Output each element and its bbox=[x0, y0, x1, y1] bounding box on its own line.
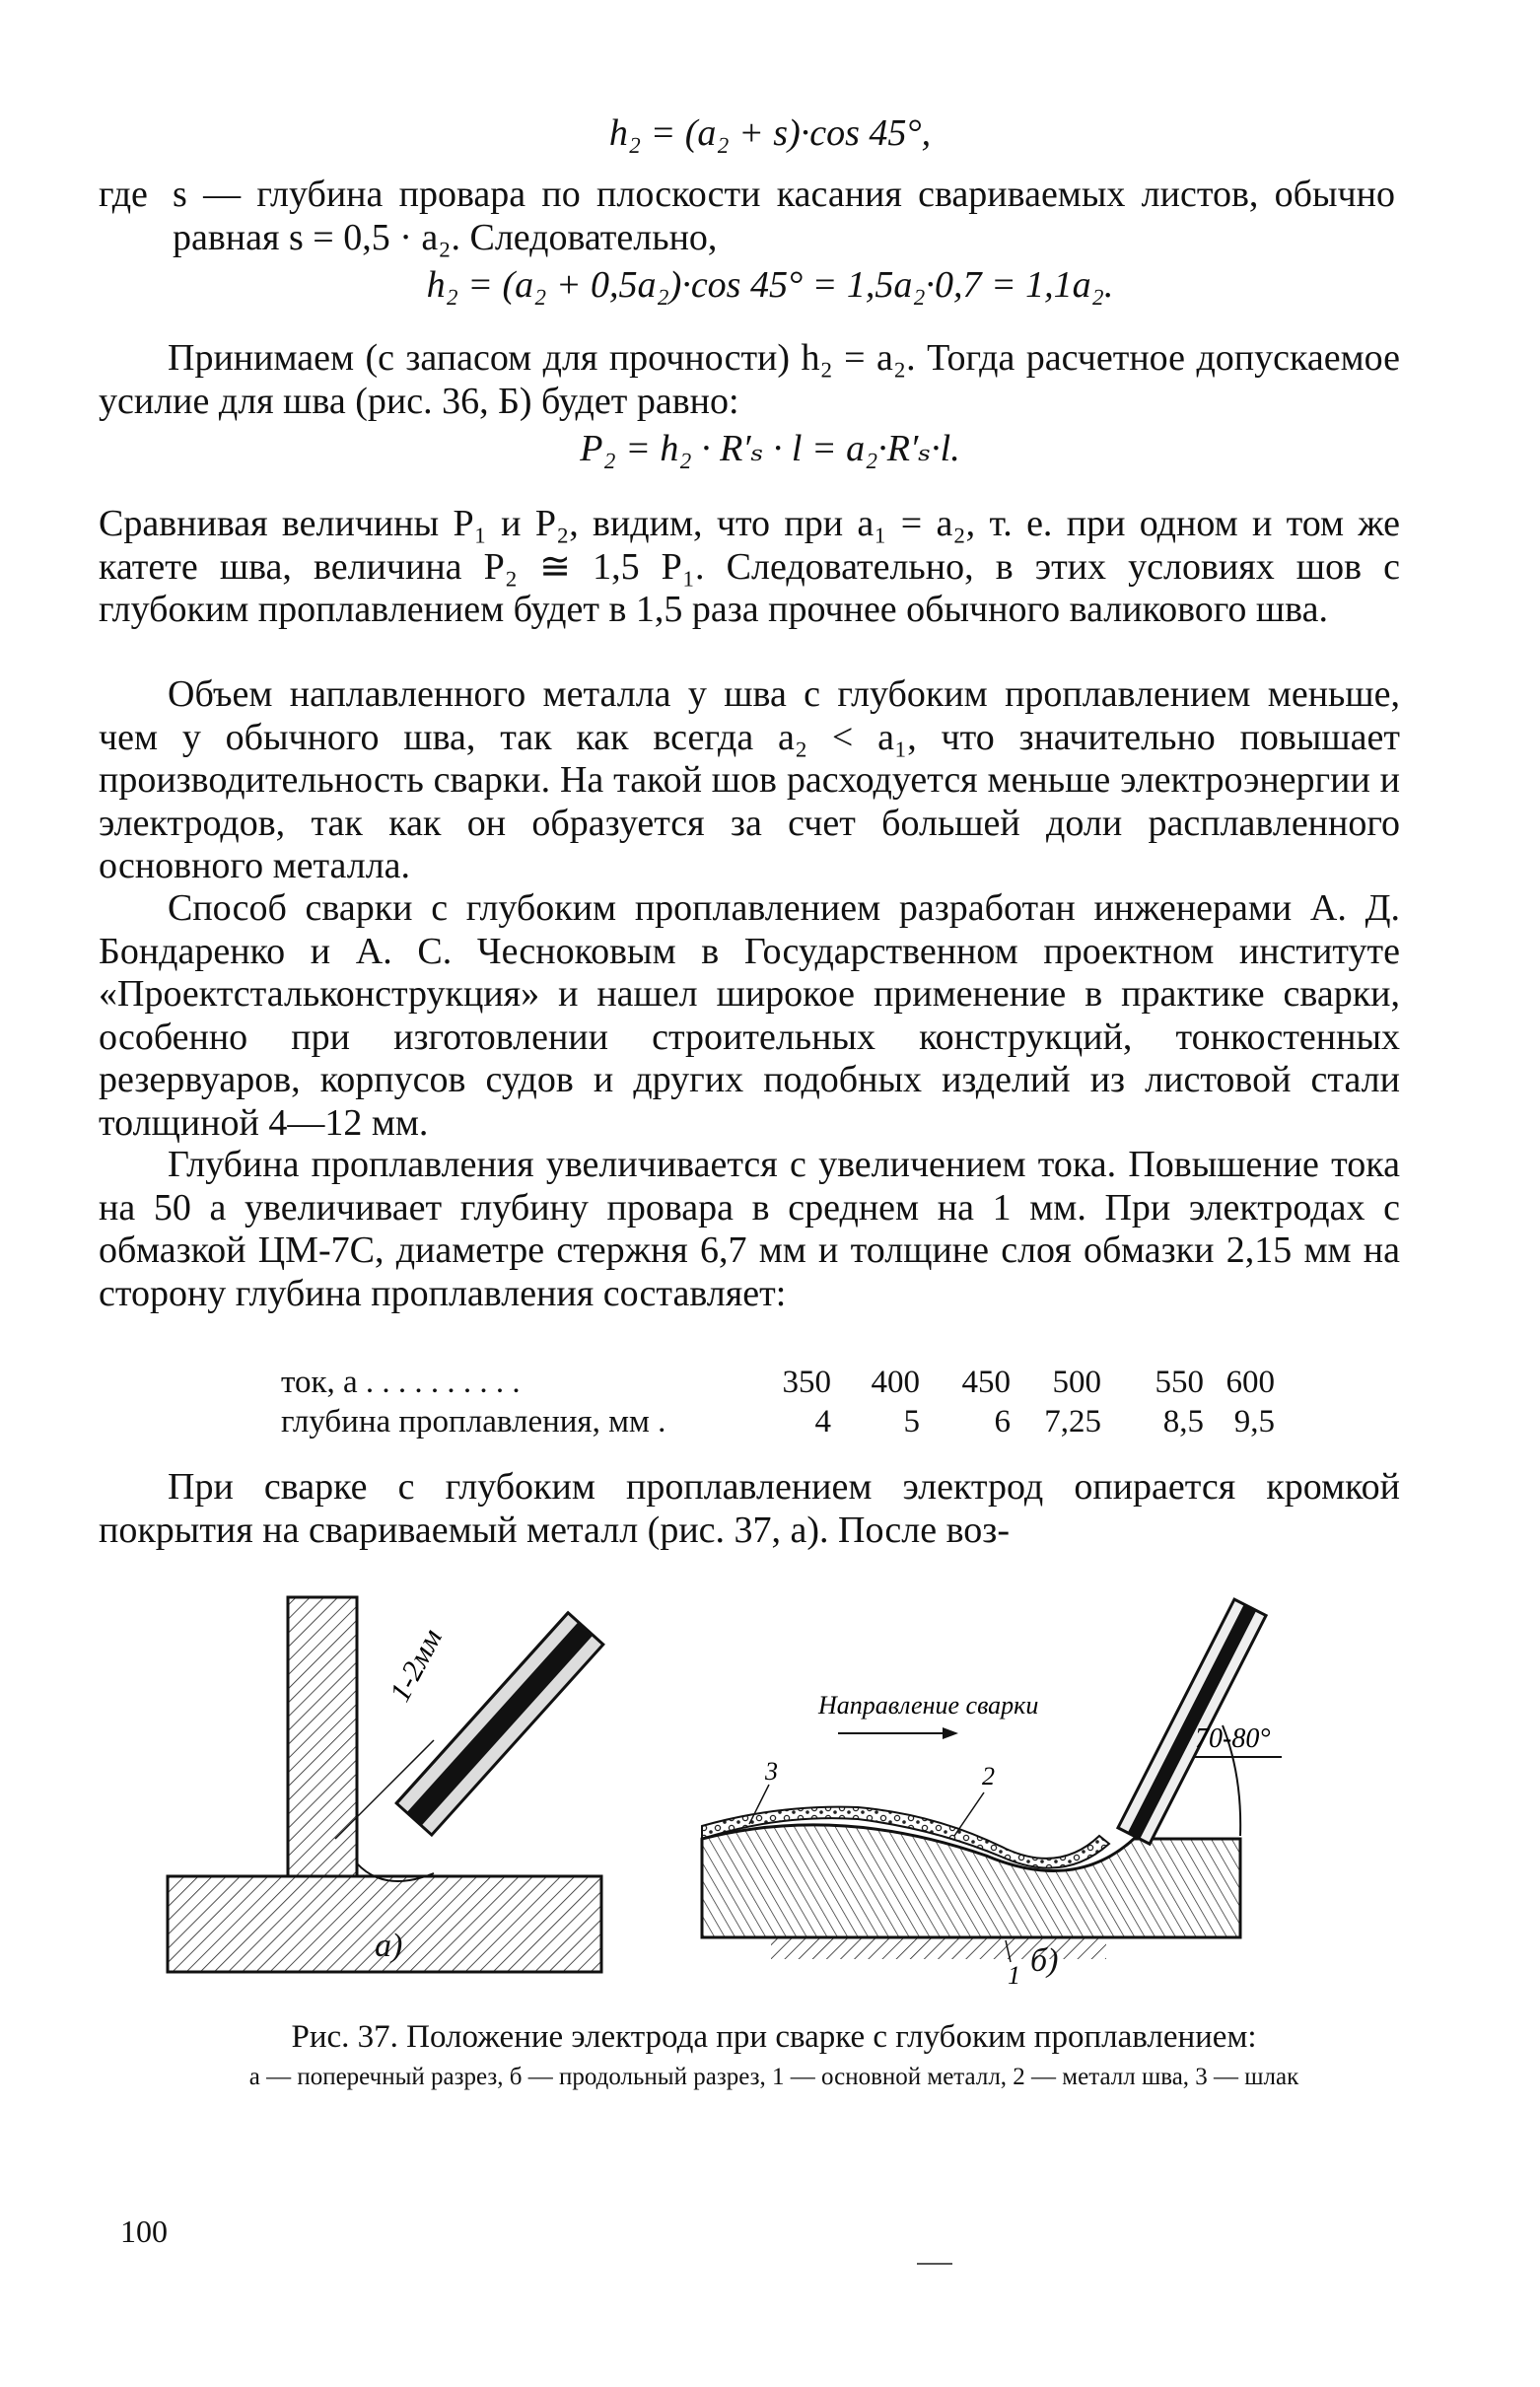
table-cell: 5 bbox=[903, 1404, 920, 1439]
paragraph-compare: Сравнивая величины P₁ и P₂, видим, что при a₁ = a₂, т. е. при одном и том же катете шва, величина P₂ ≅ 1,5 P₁. Следовательно, в этих условиях шов с глубоким проплавлением будет в 1,5 раза прочнее обычного валикового шва. bbox=[99, 503, 1400, 630]
where-lead: где bbox=[99, 174, 148, 215]
table-row-depth bbox=[281, 1402, 1275, 1441]
table-row-label: глубина проплавления, мм . bbox=[281, 1404, 666, 1439]
paragraph-depth: Глубина проплавления увеличивается с увеличением тока. Повышение тока на 50 а увеличивает глубину провара в среднем на 1 мм. При электродах с обмазкой ЦМ-7С, диаметре стержня 6,7 мм и толщине слоя обмазки 2,15 мм на сторону глубина проплавления составляет: bbox=[99, 1144, 1400, 1314]
figure-b-num-1: 1 bbox=[1008, 1961, 1020, 1990]
table-row-label: ток, а . . . . . . . . . . bbox=[281, 1365, 521, 1400]
figure-b-label: б) bbox=[1030, 1942, 1059, 1979]
table-cell: 8,5 bbox=[1162, 1404, 1204, 1439]
table-cell: 500 bbox=[1052, 1365, 1101, 1400]
formula-p2: P₂ = h₂ · R′ₛ · l = a₂·R′ₛ·l. bbox=[580, 428, 960, 469]
current-depth-table bbox=[281, 1363, 1275, 1441]
figure-b-angle-label: 70-80° bbox=[1195, 1723, 1271, 1754]
paragraph-volume: Объем наплавленного металла у шва с глубоким проплавлением меньше, чем у обычного шва, так как всегда a₂ < a₁, что значительно повышает производительность сварки. На такой шов расходуется меньше электроэнергии и электродов, так как он образуется за счет большей доли расплавленного основного металла. bbox=[99, 673, 1400, 886]
paragraph-method: Способ сварки с глубоким проплавлением разработан инженерами А. Д. Бондаренко и А. С. Чесноковым в Государственном проектном институте «Проектстальконструкция» и нашел широкое применение в практике сварки, особенно при изготовлении строительных конструкций, тонкостенных резервуаров, корпусов судов и других подобных изделий из листовой стали толщиной 4—12 мм. bbox=[99, 887, 1400, 1144]
table-cell: 450 bbox=[961, 1365, 1011, 1400]
table-cell: 6 bbox=[994, 1404, 1011, 1439]
footer-dash bbox=[917, 2263, 952, 2265]
where-definition: s — глубина провара по плоскости касания свариваемых листов, обычно равная s = 0,5 · a₂. Следовательно, bbox=[173, 174, 1395, 258]
page-number: 100 bbox=[120, 2213, 168, 2249]
table-cell: 550 bbox=[1155, 1365, 1204, 1400]
formula-h2: h₂ = (a₂ + s)·cos 45°, bbox=[608, 112, 932, 154]
table-cell: 350 bbox=[782, 1365, 831, 1400]
table-cell: 400 bbox=[871, 1365, 920, 1400]
figure-b-num-3: 3 bbox=[765, 1757, 778, 1786]
figure-a-cross-section bbox=[168, 1597, 603, 1972]
figure-b-num-2: 2 bbox=[982, 1762, 995, 1790]
paragraph-accept: Принимаем (с запасом для прочности) h₂ = a₂. Тогда расчетное допускаемое усилие для шва (рис. 36, Б) будет равно: bbox=[99, 337, 1400, 422]
table-row-current bbox=[281, 1363, 1275, 1402]
table-cell: 7,25 bbox=[1044, 1404, 1101, 1439]
figure-b-longitudinal-section bbox=[702, 1599, 1282, 1992]
table-cell: 600 bbox=[1225, 1365, 1275, 1400]
figure-legend: а — поперечный разрез, б — продольный разрез, 1 — основной металл, 2 — металл шва, 3 — шлак bbox=[248, 2064, 1299, 2090]
formula-h2-expanded: h₂ = (a₂ + 0,5a₂)·cos 45° = 1,5a₂·0,7 = 1,1a₂. bbox=[426, 264, 1114, 306]
paragraph-weld: При сварке с глубоким проплавлением электрод опирается кромкой покрытия на свариваемый металл (рис. 37, а). После воз- bbox=[99, 1466, 1400, 1551]
table-cell: 4 bbox=[814, 1404, 831, 1439]
figure-a-label: а) bbox=[375, 1928, 403, 1964]
figure-a-gap-label: 1-2мм bbox=[384, 1623, 449, 1708]
figure-37 bbox=[148, 1578, 1301, 1992]
table-cell: 9,5 bbox=[1233, 1404, 1275, 1439]
figure-caption: Рис. 37. Положение электрода при сварке с глубоким проплавлением: bbox=[291, 2019, 1257, 2055]
figure-b-direction-label: Направление сварки bbox=[818, 1691, 1039, 1720]
figure-37-drawing bbox=[148, 1578, 1301, 1992]
